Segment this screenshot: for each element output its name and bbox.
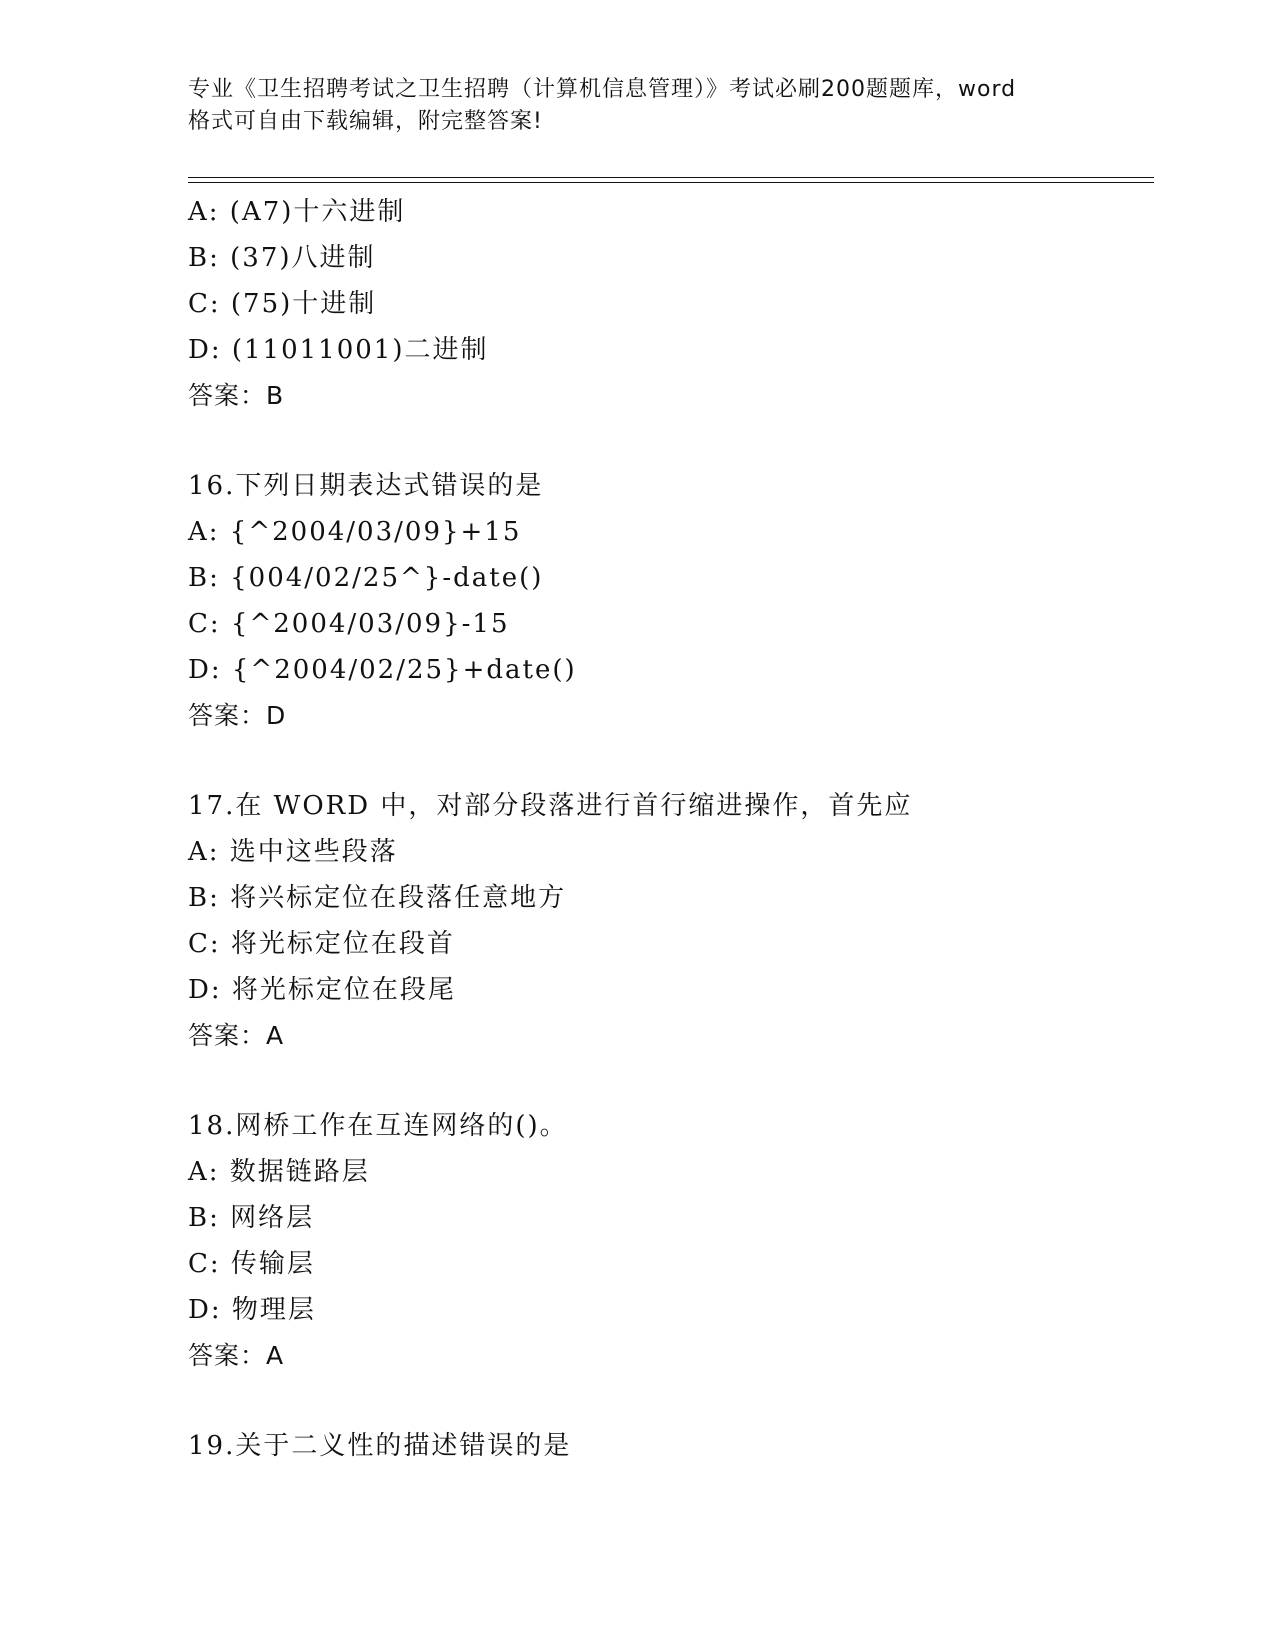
option-b: B: 将兴标定位在段落任意地方 bbox=[188, 883, 567, 913]
question-title: 16.下列日期表达式错误的是 bbox=[188, 471, 544, 501]
document-header bbox=[188, 74, 1088, 138]
header-line-1: 专业《卫生招聘考试之卫生招聘（计算机信息管理）》考试必刷200题题库，word bbox=[188, 77, 1017, 102]
option-a: A: 数据链路层 bbox=[188, 1157, 370, 1187]
question-17 bbox=[188, 783, 1148, 1059]
question-spacer bbox=[188, 1059, 1148, 1103]
question-title: 17.在 WORD 中，对部分段落进行首行缩进操作，首先应 bbox=[188, 791, 913, 821]
option-a: A: 选中这些段落 bbox=[188, 837, 398, 867]
question-spacer bbox=[188, 739, 1148, 783]
option-a: A: {^2004/03/09}+15 bbox=[188, 517, 522, 547]
option-d: D: 将光标定位在段尾 bbox=[188, 975, 456, 1005]
option-c: C: (75)十进制 bbox=[188, 289, 377, 319]
answer-line: 答案：A bbox=[188, 1341, 285, 1370]
option-c: C: 传输层 bbox=[188, 1249, 315, 1279]
question-19 bbox=[188, 1423, 1148, 1469]
question-title: 19.关于二义性的描述错误的是 bbox=[188, 1431, 572, 1461]
option-d: D: (11011001)二进制 bbox=[188, 335, 489, 365]
question-16 bbox=[188, 463, 1148, 739]
answer-line: 答案：B bbox=[188, 381, 285, 410]
answer-line: 答案：D bbox=[188, 701, 287, 730]
option-b: B: (37)八进制 bbox=[188, 243, 376, 273]
question-title: 18.网桥工作在互连网络的()。 bbox=[188, 1111, 568, 1141]
option-d: D: 物理层 bbox=[188, 1295, 316, 1325]
answer-line: 答案：A bbox=[188, 1021, 285, 1050]
header-divider-bottom bbox=[188, 182, 1154, 183]
question-15 bbox=[188, 189, 1148, 419]
question-spacer bbox=[188, 1379, 1148, 1423]
option-c: C: 将光标定位在段首 bbox=[188, 929, 455, 959]
option-b: B: 网络层 bbox=[188, 1203, 315, 1233]
option-d: D: {^2004/02/25}+date() bbox=[188, 655, 577, 685]
question-list bbox=[188, 189, 1148, 1469]
question-spacer bbox=[188, 419, 1148, 463]
header-divider-top bbox=[188, 177, 1154, 178]
question-18 bbox=[188, 1103, 1148, 1379]
option-c: C: {^2004/03/09}-15 bbox=[188, 609, 510, 639]
option-b: B: {004/02/25^}-date() bbox=[188, 563, 544, 593]
header-line-2: 格式可自由下载编辑，附完整答案! bbox=[188, 109, 543, 134]
option-a: A: (A7)十六进制 bbox=[188, 197, 406, 227]
